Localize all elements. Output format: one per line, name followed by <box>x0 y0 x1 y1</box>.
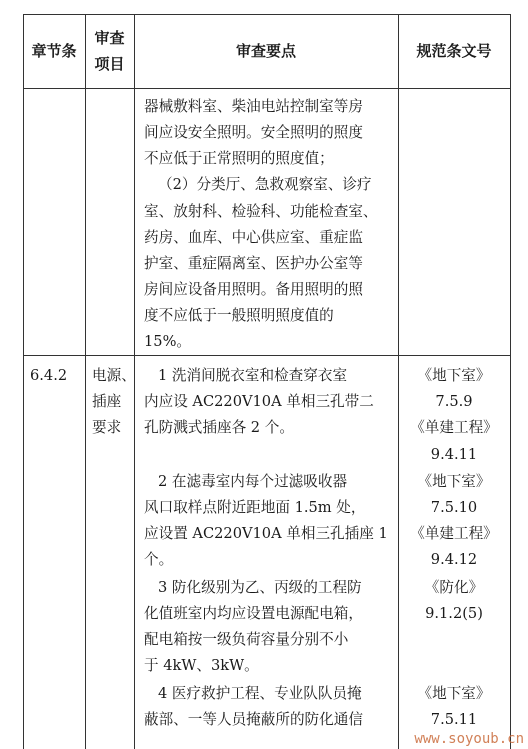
text-line: 药房、血库、中心供应室、重症监 <box>144 229 363 246</box>
header-review-item-line1: 审查 <box>94 29 125 47</box>
header-section-number: 章节条 <box>31 42 77 60</box>
header-code-clause: 规范条文号 <box>416 42 492 60</box>
text-line: 护室、重症隔离室、医护办公室等 <box>144 255 363 272</box>
text-line: 器械敷料室、柴油电站控制室等房 <box>144 98 363 115</box>
text-line: 化值班室内均应设置电源配电箱， <box>144 605 363 622</box>
text-line: 于 4kW、3kW。 <box>144 657 259 674</box>
text-line: 间应设安全照明。安全照明的照度 <box>144 124 363 141</box>
code-reference: 7.5.11 <box>430 711 478 728</box>
code-reference: 《地下室》 <box>417 473 491 490</box>
col-divider-1 <box>85 14 86 749</box>
text-line: 应设置 AC220V10A 单相三孔插座 1 <box>144 525 388 542</box>
code-reference: 《地下室》 <box>417 367 491 384</box>
code-reference: 《单建工程》 <box>410 419 498 436</box>
text-line: 孔防溅式插座各 2 个。 <box>144 419 294 436</box>
code-reference: 7.5.10 <box>430 499 478 516</box>
text-line: 配电箱按一级负荷容量分别不小 <box>144 631 349 648</box>
header-review-item-line2: 项目 <box>94 55 125 73</box>
review-item-line: 插座 <box>92 393 122 410</box>
table-right-border <box>510 14 511 749</box>
text-line: 风口取样点附近距地面 1.5m 处， <box>144 499 366 516</box>
code-reference: 7.5.9 <box>435 393 473 410</box>
text-line: 蔽部、一等人员掩蔽所的防化通信 <box>144 711 363 728</box>
text-line: 室、放射科、检验科、功能检查室、 <box>144 203 378 220</box>
text-line: 个。 <box>144 551 174 568</box>
text-line: 度不应低于一般照明照度值的 <box>144 307 334 324</box>
text-line: 15%。 <box>144 333 192 350</box>
text-line: 内应设 AC220V10A 单相三孔带二 <box>144 393 374 410</box>
review-item-line: 要求 <box>92 419 122 436</box>
table-top-border <box>23 14 511 15</box>
code-reference: 《单建工程》 <box>410 525 498 542</box>
code-reference: 9.4.11 <box>430 446 478 463</box>
review-item-line: 电源、 <box>92 367 136 384</box>
text-line: 1 洗消间脱衣室和检查穿衣室 <box>158 367 348 384</box>
text-line: （2）分类厅、急救观察室、诊疗 <box>158 176 372 193</box>
row-divider <box>23 355 511 356</box>
text-line: 3 防化级别为乙、丙级的工程防 <box>158 579 362 596</box>
section-number: 6.4.2 <box>30 367 68 384</box>
code-reference: 9.4.12 <box>430 551 478 568</box>
header-bottom-border <box>23 88 511 89</box>
code-reference: 《地下室》 <box>417 685 491 702</box>
code-reference: 9.1.2(5) <box>425 605 483 622</box>
text-line: 2 在滤毒室内每个过滤吸收器 <box>158 473 348 490</box>
text-line: 4 医疗救护工程、专业队队员掩 <box>158 685 362 702</box>
text-line: 房间应设备用照明。备用照明的照 <box>144 281 363 298</box>
code-reference: 《防化》 <box>424 579 484 596</box>
text-line: 不应低于正常照明的照度值； <box>144 150 334 167</box>
header-review-points: 审查要点 <box>235 42 296 60</box>
watermark: www.soyoub.cn <box>414 731 524 747</box>
table-left-border <box>23 14 24 749</box>
